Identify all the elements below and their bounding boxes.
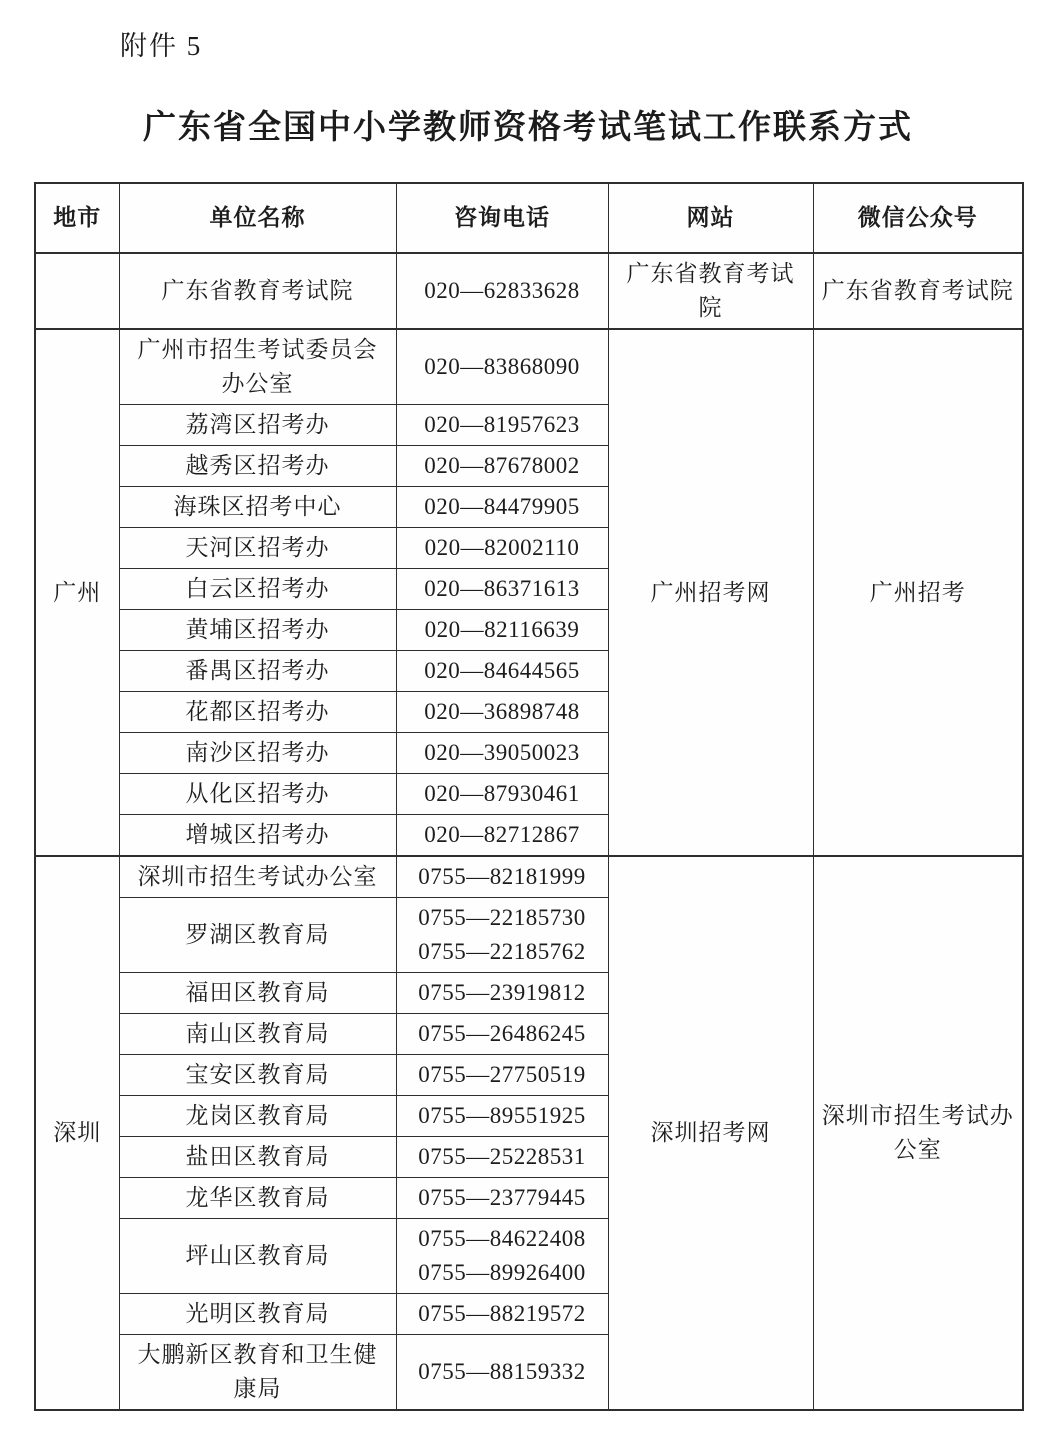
- phone-number: 020—84479905: [424, 494, 580, 519]
- phone-number: 0755—25228531: [418, 1144, 586, 1169]
- wechat-cell: 深圳市招生考试办公室: [813, 856, 1023, 1410]
- phone-number: 0755—27750519: [418, 1062, 586, 1087]
- phone-cell: [396, 1096, 608, 1137]
- contact-table: [34, 182, 1024, 1411]
- column-header-unit: 单位名称: [119, 183, 396, 253]
- table-row: [35, 253, 1023, 329]
- phone-cell: [396, 528, 608, 569]
- city-cell: [35, 253, 119, 329]
- phone-number: 0755—89926400: [418, 1260, 586, 1285]
- unit-cell: 海珠区招考中心: [119, 487, 396, 528]
- phone-number: 020—82116639: [424, 617, 580, 642]
- website-cell: 广东省教育考试院: [608, 253, 813, 329]
- phone-cell: [396, 1137, 608, 1178]
- phone-number: 0755—23779445: [418, 1185, 586, 1210]
- phone-cell: [396, 856, 608, 898]
- unit-cell: 大鹏新区教育和卫生健康局: [119, 1335, 396, 1411]
- phone-number: 020—81957623: [424, 412, 580, 437]
- unit-cell: 越秀区招考办: [119, 446, 396, 487]
- phone-cell: [396, 815, 608, 857]
- phone-cell: [396, 898, 608, 973]
- phone-cell: [396, 610, 608, 651]
- phone-number: 020—82002110: [424, 535, 580, 560]
- phone-number: 020—84644565: [424, 658, 580, 683]
- unit-cell: 罗湖区教育局: [119, 898, 396, 973]
- table-row: [35, 856, 1023, 898]
- phone-number: 020—87930461: [424, 781, 580, 806]
- attachment-label: 附件 5: [120, 31, 203, 61]
- phone-cell: [396, 1055, 608, 1096]
- wechat-cell: 广州招考: [813, 329, 1023, 856]
- phone-number: 0755—82181999: [418, 864, 586, 889]
- unit-cell: 龙岗区教育局: [119, 1096, 396, 1137]
- phone-cell: [396, 569, 608, 610]
- phone-cell: [396, 692, 608, 733]
- phone-cell: [396, 405, 608, 446]
- phone-cell: [396, 774, 608, 815]
- table-row: [35, 329, 1023, 405]
- column-header-city: 地市: [35, 183, 119, 253]
- city-cell: 深圳: [35, 856, 119, 1410]
- unit-cell: 番禺区招考办: [119, 651, 396, 692]
- unit-cell: 坪山区教育局: [119, 1219, 396, 1294]
- phone-number: 0755—88159332: [418, 1359, 586, 1384]
- unit-cell: 广东省教育考试院: [119, 253, 396, 329]
- unit-cell: 花都区招考办: [119, 692, 396, 733]
- phone-number: 0755—26486245: [418, 1021, 586, 1046]
- column-header-wechat: 微信公众号: [813, 183, 1023, 253]
- phone-number: 0755—23919812: [418, 980, 586, 1005]
- phone-cell: [396, 1294, 608, 1335]
- unit-cell: 广州市招生考试委员会办公室: [119, 329, 396, 405]
- phone-number: 020—36898748: [424, 699, 580, 724]
- phone-number: 020—83868090: [424, 354, 580, 379]
- phone-number: 020—39050023: [424, 740, 580, 765]
- phone-number: 0755—88219572: [418, 1301, 586, 1326]
- phone-cell: [396, 446, 608, 487]
- unit-cell: 福田区教育局: [119, 973, 396, 1014]
- table-header-row: [35, 183, 1023, 253]
- phone-cell: [396, 329, 608, 405]
- unit-cell: 盐田区教育局: [119, 1137, 396, 1178]
- unit-cell: 龙华区教育局: [119, 1178, 396, 1219]
- phone-cell: [396, 1014, 608, 1055]
- unit-cell: 天河区招考办: [119, 528, 396, 569]
- column-header-website: 网站: [608, 183, 813, 253]
- phone-number: 0755—89551925: [418, 1103, 586, 1128]
- phone-number: 020—82712867: [424, 822, 580, 847]
- website-cell: 广州招考网: [608, 329, 813, 856]
- phone-cell: [396, 1178, 608, 1219]
- unit-cell: 增城区招考办: [119, 815, 396, 857]
- unit-cell: 荔湾区招考办: [119, 405, 396, 446]
- phone-number: 0755—22185762: [418, 939, 586, 964]
- phone-cell: [396, 733, 608, 774]
- page-title: 广东省全国中小学教师资格考试笔试工作联系方式: [143, 110, 913, 146]
- unit-cell: 深圳市招生考试办公室: [119, 856, 396, 898]
- phone-cell: [396, 651, 608, 692]
- phone-cell: [396, 1335, 608, 1411]
- unit-cell: 南沙区招考办: [119, 733, 396, 774]
- unit-cell: 白云区招考办: [119, 569, 396, 610]
- unit-cell: 宝安区教育局: [119, 1055, 396, 1096]
- website-cell: 深圳招考网: [608, 856, 813, 1410]
- phone-number: 020—87678002: [424, 453, 580, 478]
- phone-cell: [396, 253, 608, 329]
- table-body: [35, 253, 1023, 1410]
- phone-number: 0755—84622408: [418, 1226, 586, 1251]
- phone-number: 020—62833628: [424, 278, 580, 303]
- unit-cell: 南山区教育局: [119, 1014, 396, 1055]
- phone-cell: [396, 1219, 608, 1294]
- column-header-phone: 咨询电话: [396, 183, 608, 253]
- unit-cell: 从化区招考办: [119, 774, 396, 815]
- phone-number: 0755—22185730: [418, 905, 586, 930]
- phone-cell: [396, 973, 608, 1014]
- unit-cell: 光明区教育局: [119, 1294, 396, 1335]
- city-cell: 广州: [35, 329, 119, 856]
- wechat-cell: 广东省教育考试院: [813, 253, 1023, 329]
- unit-cell: 黄埔区招考办: [119, 610, 396, 651]
- phone-number: 020—86371613: [424, 576, 580, 601]
- phone-cell: [396, 487, 608, 528]
